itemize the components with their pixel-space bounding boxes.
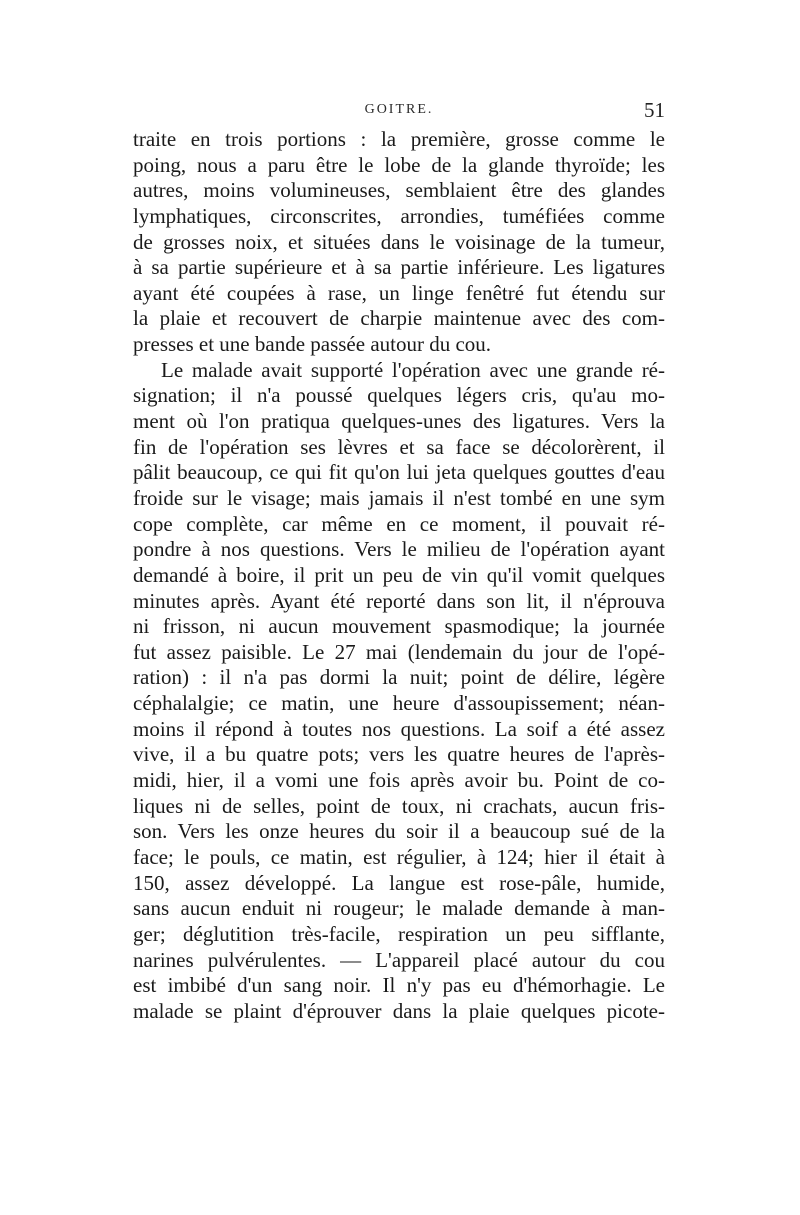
text-line: ni frisson, ni aucun mouvement spasmodique; la journée	[133, 614, 665, 639]
page-number: 51	[644, 98, 665, 122]
text-line: Le malade avait supporté l'opération avec une grande ré-	[161, 357, 665, 382]
text-line: presses et une bande passée autour du cou.	[133, 332, 492, 357]
text-line: ger; déglutition très-facile, respiration un peu sifflante,	[133, 921, 665, 946]
text-line: ayant été coupées à rase, un linge fenêtré fut étendu sur	[133, 280, 665, 305]
text-line: autres, moins volumineuses, semblaient être des glandes	[133, 178, 665, 203]
text-line: pondre à nos questions. Vers le milieu de l'opération ayant	[133, 537, 665, 562]
running-head	[133, 98, 665, 122]
text-line: signation; il n'a poussé quelques légers cris, qu'au mo-	[133, 383, 665, 408]
text-line: lymphatiques, circonscrites, arrondies, tuméfiées comme	[133, 203, 665, 228]
text-line: 150, assez développé. La langue est rose-pâle, humide,	[133, 870, 665, 895]
text-line: fut assez paisible. Le 27 mai (lendemain du jour de l'opé-	[133, 639, 665, 664]
text-line: ment où l'on pratiqua quelques-unes des ligatures. Vers la	[133, 409, 665, 434]
text-line: poing, nous a paru être le lobe de la glande thyroïde; les	[133, 152, 665, 177]
text-line: demandé à boire, il prit un peu de vin qu'il vomit quelques	[133, 562, 665, 587]
text-line: sans aucun enduit ni rougeur; le malade demande à man-	[133, 896, 665, 921]
text-line: pâlit beaucoup, ce qui fit qu'on lui jeta quelques gouttes d'eau	[133, 460, 665, 485]
text-line: froide sur le visage; mais jamais il n'est tombé en une sym	[133, 485, 665, 510]
text-line: malade se plaint d'éprouver dans la plaie quelques picote-	[133, 998, 665, 1023]
text-line: de grosses noix, et situées dans le voisinage de la tumeur,	[133, 229, 665, 254]
text-line: est imbibé d'un sang noir. Il n'y pas eu d'hémorhagie. Le	[133, 973, 665, 998]
text-line: liques ni de selles, point de toux, ni crachats, aucun fris-	[133, 793, 665, 818]
text-line: moins il répond à toutes nos questions. La soif a été assez	[133, 716, 665, 741]
body-text	[133, 127, 665, 1024]
text-line: à sa partie supérieure et à sa partie inférieure. Les ligatures	[133, 255, 665, 280]
running-title: GOITRE.	[364, 102, 434, 117]
text-line: minutes après. Ayant été reporté dans son lit, il n'éprouva	[133, 588, 665, 613]
text-line: fin de l'opération ses lèvres et sa face se décolorèrent, il	[133, 434, 665, 459]
text-line: cope complète, car même en ce moment, il pouvait ré-	[133, 511, 665, 536]
text-line: son. Vers les onze heures du soir il a beaucoup sué de la	[133, 819, 665, 844]
text-line: ration) : il n'a pas dormi la nuit; point de délire, légère	[133, 665, 665, 690]
text-line: vive, il a bu quatre pots; vers les quatre heures de l'après-	[133, 742, 665, 767]
text-line: céphalalgie; ce matin, une heure d'assoupissement; néan-	[133, 691, 665, 716]
text-line: face; le pouls, ce matin, est régulier, à 124; hier il était à	[133, 844, 665, 869]
text-line: traite en trois portions : la première, grosse comme le	[133, 127, 665, 151]
text-line: narines pulvérulentes. — L'appareil placé autour du cou	[133, 947, 665, 972]
text-line: midi, hier, il a vomi une fois après avoir bu. Point de co-	[133, 768, 665, 793]
text-line: la plaie et recouvert de charpie maintenue avec des com-	[133, 306, 665, 331]
